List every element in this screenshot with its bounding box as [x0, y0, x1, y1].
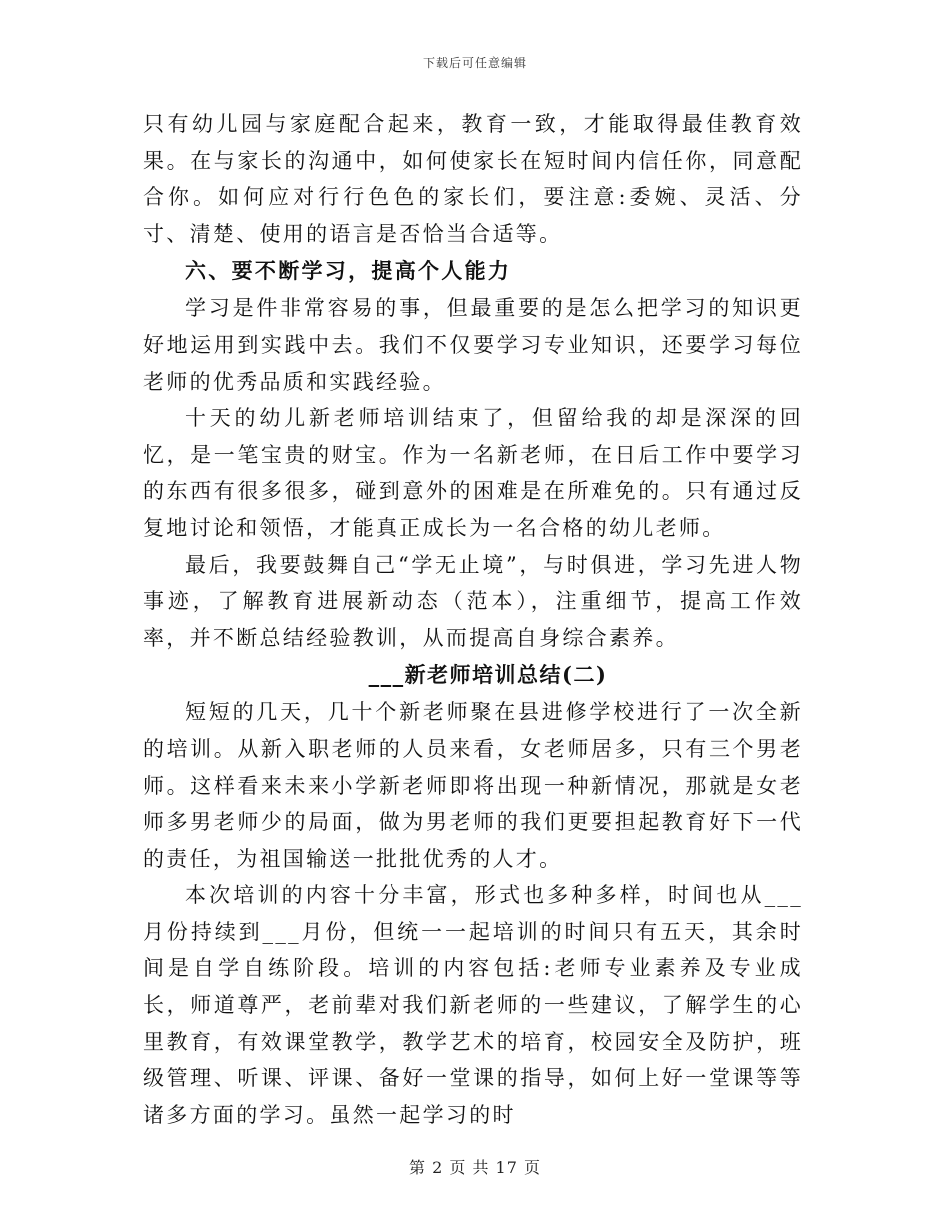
paragraph-training-content: 本次培训的内容十分丰富，形式也多种多样，时间也从___月份持续到___月份，但统一一起培训的时间只有五天，其余时间是自学自练阶段。培训的内容包括:老师专业素养及专业成长，师道尊严，老前辈对我们新老师的一些建议，了解学生的心里教育，有效课堂教学，教学艺术的培育，校园安全及防护，班级管理、听课、评课、备好一堂课的指导，如何上好一堂课等等诸多方面的学习。虽然一起学习的时: [143, 883, 803, 1127]
document-title-part-two: ___新老师培训总结(二): [368, 662, 608, 688]
header-note: 下载后可任意编辑: [422, 56, 527, 70]
paragraph-learning: 学习是件非常容易的事，但最重要的是怎么把学习的知识更好地运用到实践中去。我们不仅要学习专业知识，还要学习每位老师的优秀品质和实践经验。: [143, 296, 803, 394]
paragraph-conclusion: 最后，我要鼓舞自己“学无止境”，与时俱进，学习先进人物事迹，了解教育进展新动态（范本），注重细节，提高工作效率，并不断总结经验教训，从而提高自身综合素养。: [143, 552, 803, 650]
document-body: [143, 106, 803, 1133]
section-heading-six: 六、要不断学习，提高个人能力: [185, 258, 512, 284]
page-number: 第 2 页 共 17 页: [409, 1158, 541, 1177]
paragraph-family-cooperation: 只有幼儿园与家庭配合起来，教育一致，才能取得最佳教育效果。在与家长的沟通中，如何使家长在短时间内信任你，同意配合你。如何应对行行色色的家长们，要注意:委婉、灵活、分寸、清楚、使用的语言是否恰当合适等。: [143, 112, 803, 246]
paragraph-few-days: 短短的几天，几十个新老师聚在县进修学校进行了一次全新的培训。从新入职老师的人员来看，女老师居多，只有三个男老师。这样看来未来小学新老师即将出现一种新情况，那就是女老师多男老师少的局面，做为男老师的我们更要担起教育好下一代的责任，为祖国输送一批批优秀的人才。: [143, 700, 803, 871]
paragraph-training-end: 十天的幼儿新老师培训结束了，但留给我的却是深深的回忆，是一笔宝贵的财宝。作为一名新老师，在日后工作中要学习的东西有很多很多，碰到意外的困难是在所难免的。只有通过反复地讨论和领悟，才能真正成长为一名合格的幼儿老师。: [143, 406, 803, 540]
